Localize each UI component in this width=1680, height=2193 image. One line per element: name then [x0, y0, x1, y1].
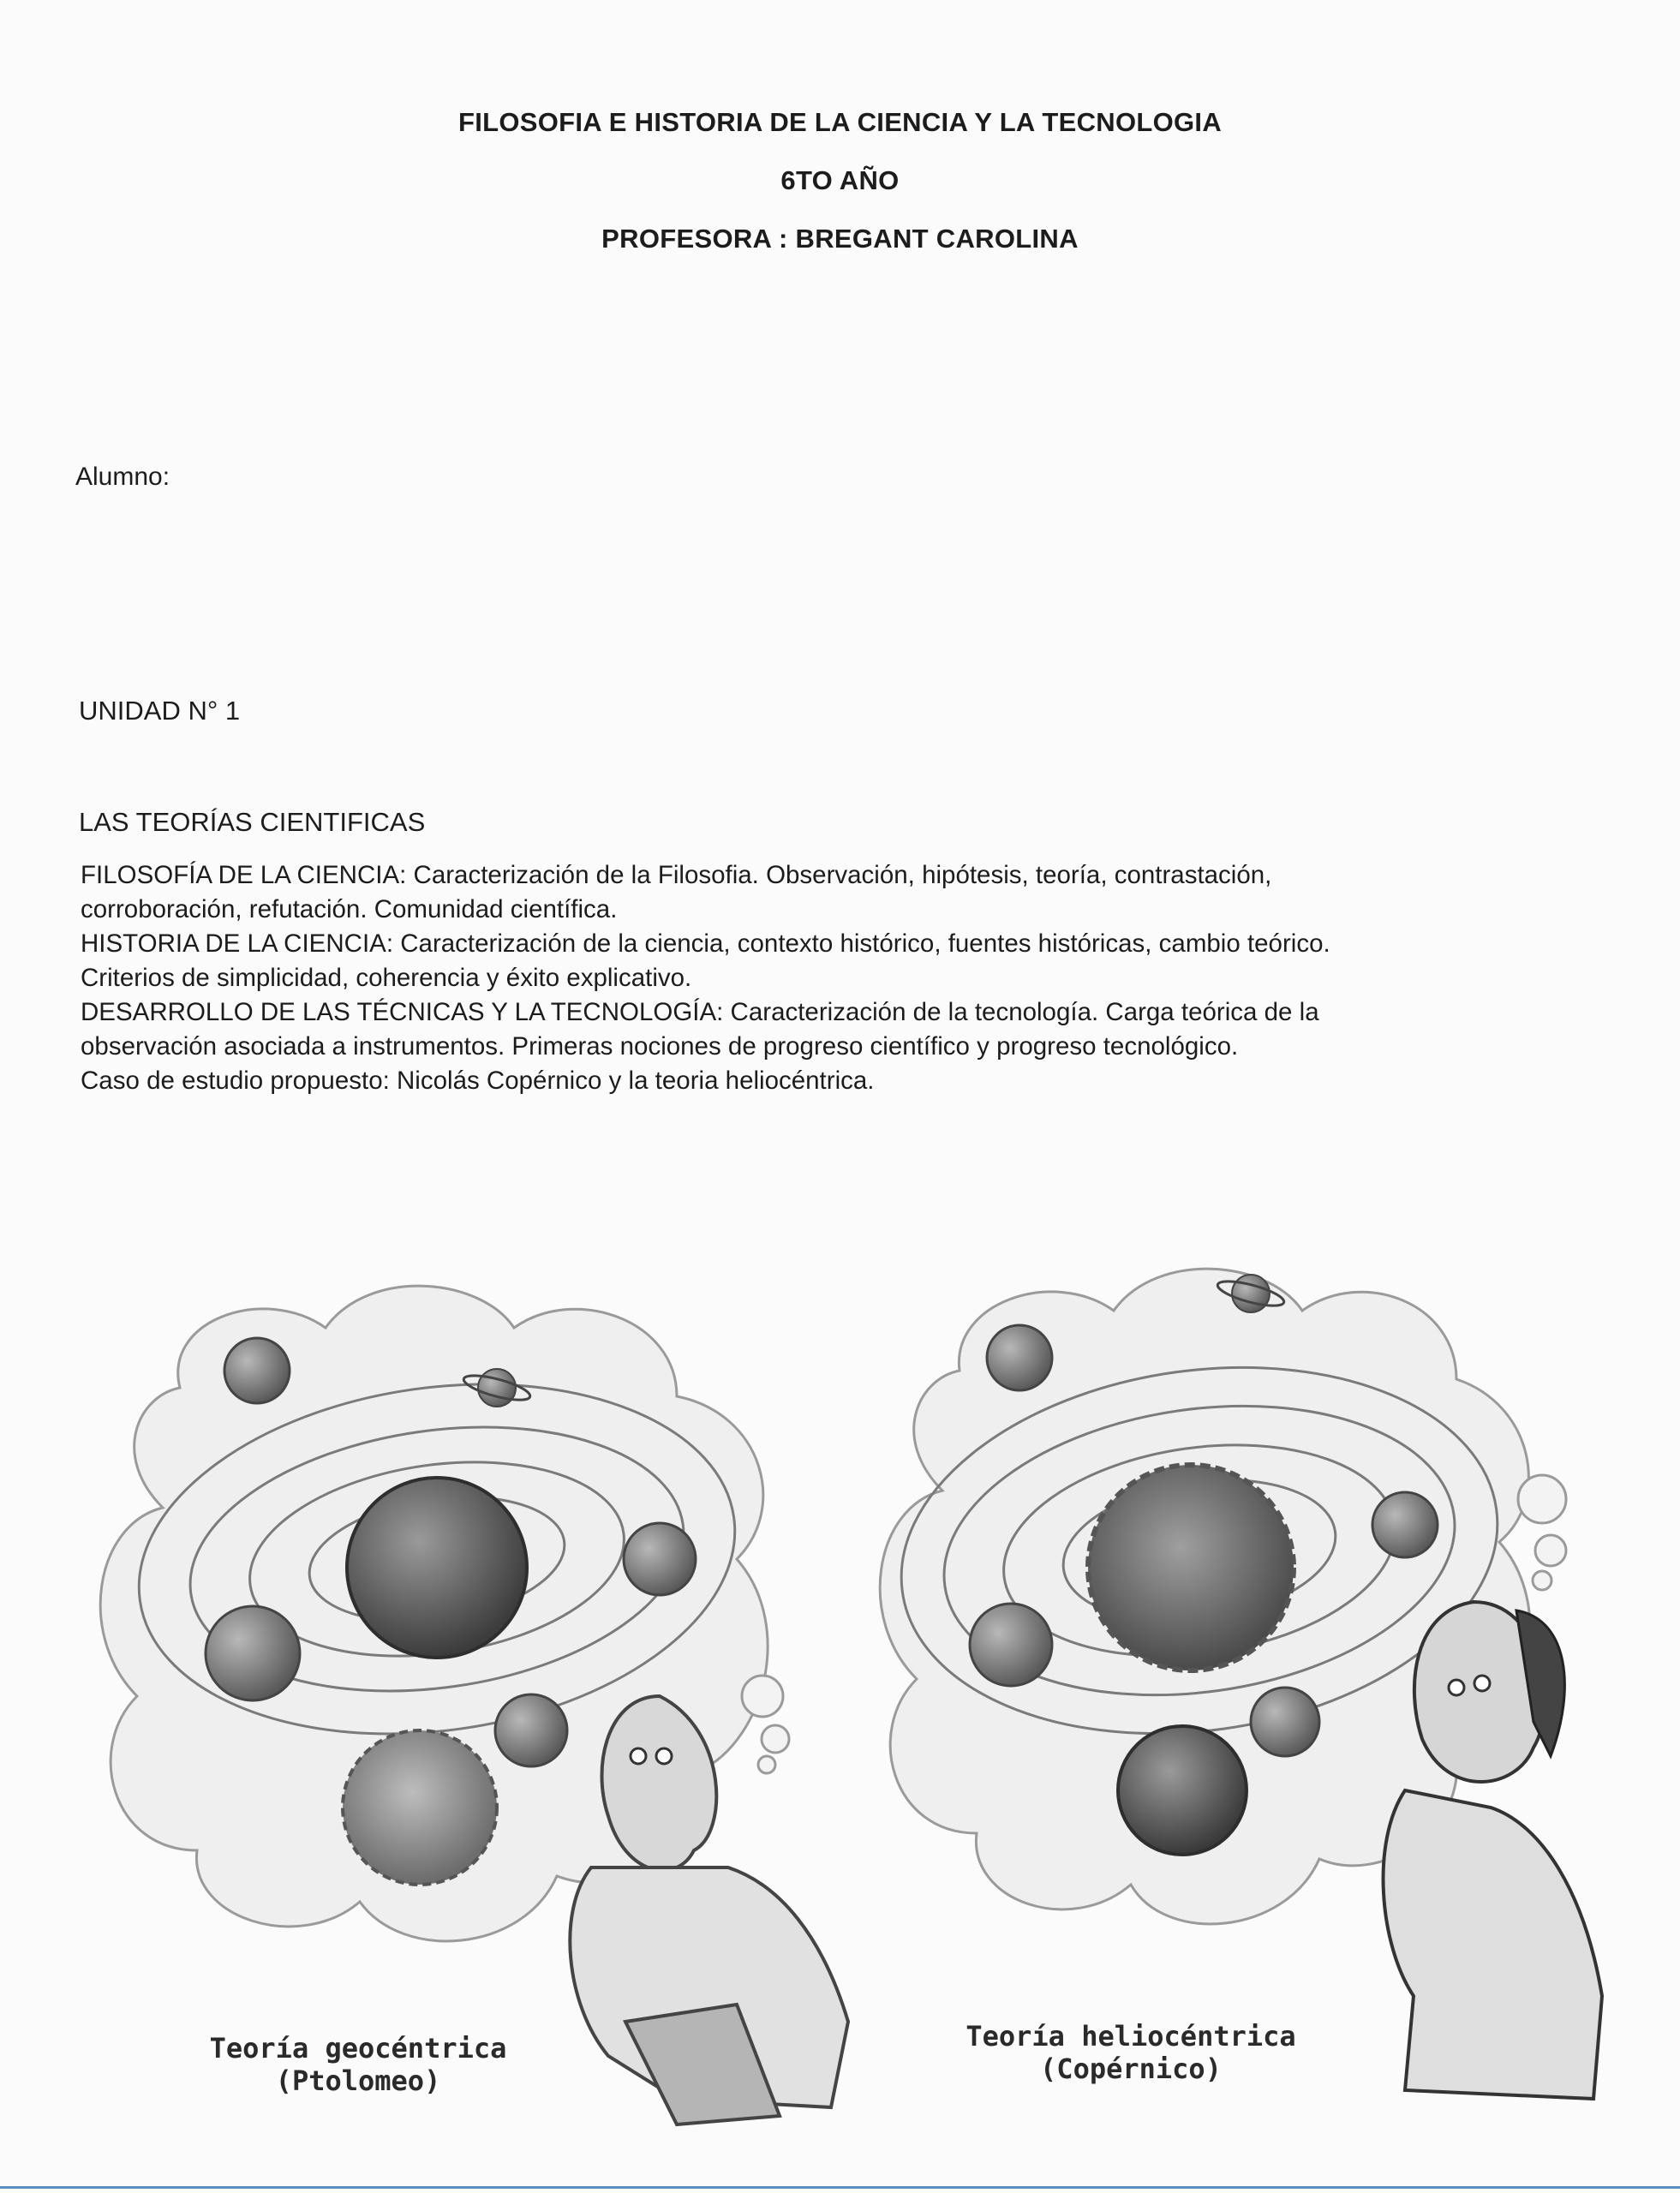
planet-icon: [224, 1338, 290, 1403]
copernicus-figure: [1384, 1602, 1602, 2099]
planet-icon: [1372, 1492, 1438, 1557]
sun-icon: [343, 1730, 497, 1885]
planet-icon: [206, 1606, 300, 1700]
content-line: Caso de estudio propuesto: Nicolás Copérnico y la teoria heliocéntrica.: [81, 1067, 875, 1095]
content-line: FILOSOFÍA DE LA CIENCIA: Caracterización de la Filosofia. Observación, hipótesis, teoría, contrastación,: [81, 861, 1272, 889]
thought-bubbles: [742, 1676, 789, 1773]
document-header: [0, 101, 1680, 276]
caption-title: Teoría geocéntrica: [209, 2032, 507, 2065]
unit-number: UNIDAD N° 1: [79, 696, 241, 726]
student-label: Alumno:: [75, 463, 170, 491]
content-line: observación asociada a instrumentos. Primeras nociones de progreso científico y progreso tecnológico.: [81, 1032, 1239, 1061]
planet-icon: [1251, 1688, 1319, 1756]
earth-icon: [1118, 1726, 1247, 1855]
section-title: LAS TEORÍAS CIENTIFICAS: [79, 807, 426, 837]
caption-author: (Copérnico): [1040, 2053, 1222, 2085]
unit-content: [81, 858, 1537, 1098]
heliocentric-caption: [951, 2020, 1311, 2085]
caption-title: Teoría heliocéntrica: [966, 2020, 1296, 2053]
school-year: 6TO AÑO: [780, 165, 900, 195]
geocentric-caption: [187, 2032, 529, 2097]
earth-icon: [347, 1478, 527, 1658]
content-line: HISTORIA DE LA CIENCIA: Caracterización de la ciencia, contexto histórico, fuentes históricas, cambio teórico.: [81, 929, 1330, 958]
page-bottom-rule: [0, 2186, 1680, 2189]
geocentric-illustration: [77, 1251, 882, 2142]
planet-icon: [624, 1523, 696, 1595]
ptolemy-figure: [570, 1696, 848, 2124]
content-line: Criterios de simplicidad, coherencia y éxito explicativo.: [81, 964, 692, 992]
planet-icon: [970, 1604, 1052, 1686]
planet-icon: [495, 1694, 567, 1766]
course-title: FILOSOFIA E HISTORIA DE LA CIENCIA Y LA TECNOLOGIA: [457, 107, 1223, 137]
content-line: corroboración, refutación. Comunidad científica.: [81, 895, 618, 923]
caption-author: (Ptolomeo): [275, 2065, 441, 2097]
thought-bubbles: [1518, 1475, 1566, 1590]
teacher-name: PROFESORA : BREGANT CAROLINA: [601, 224, 1079, 254]
sun-icon: [1088, 1465, 1294, 1670]
planet-icon: [987, 1325, 1052, 1390]
content-line: DESARROLLO DE LAS TÉCNICAS Y LA TECNOLOGÍA: Caracterización de la tecnología. Carga teórica de la: [81, 998, 1319, 1026]
heliocentric-illustration: [857, 1242, 1628, 2133]
